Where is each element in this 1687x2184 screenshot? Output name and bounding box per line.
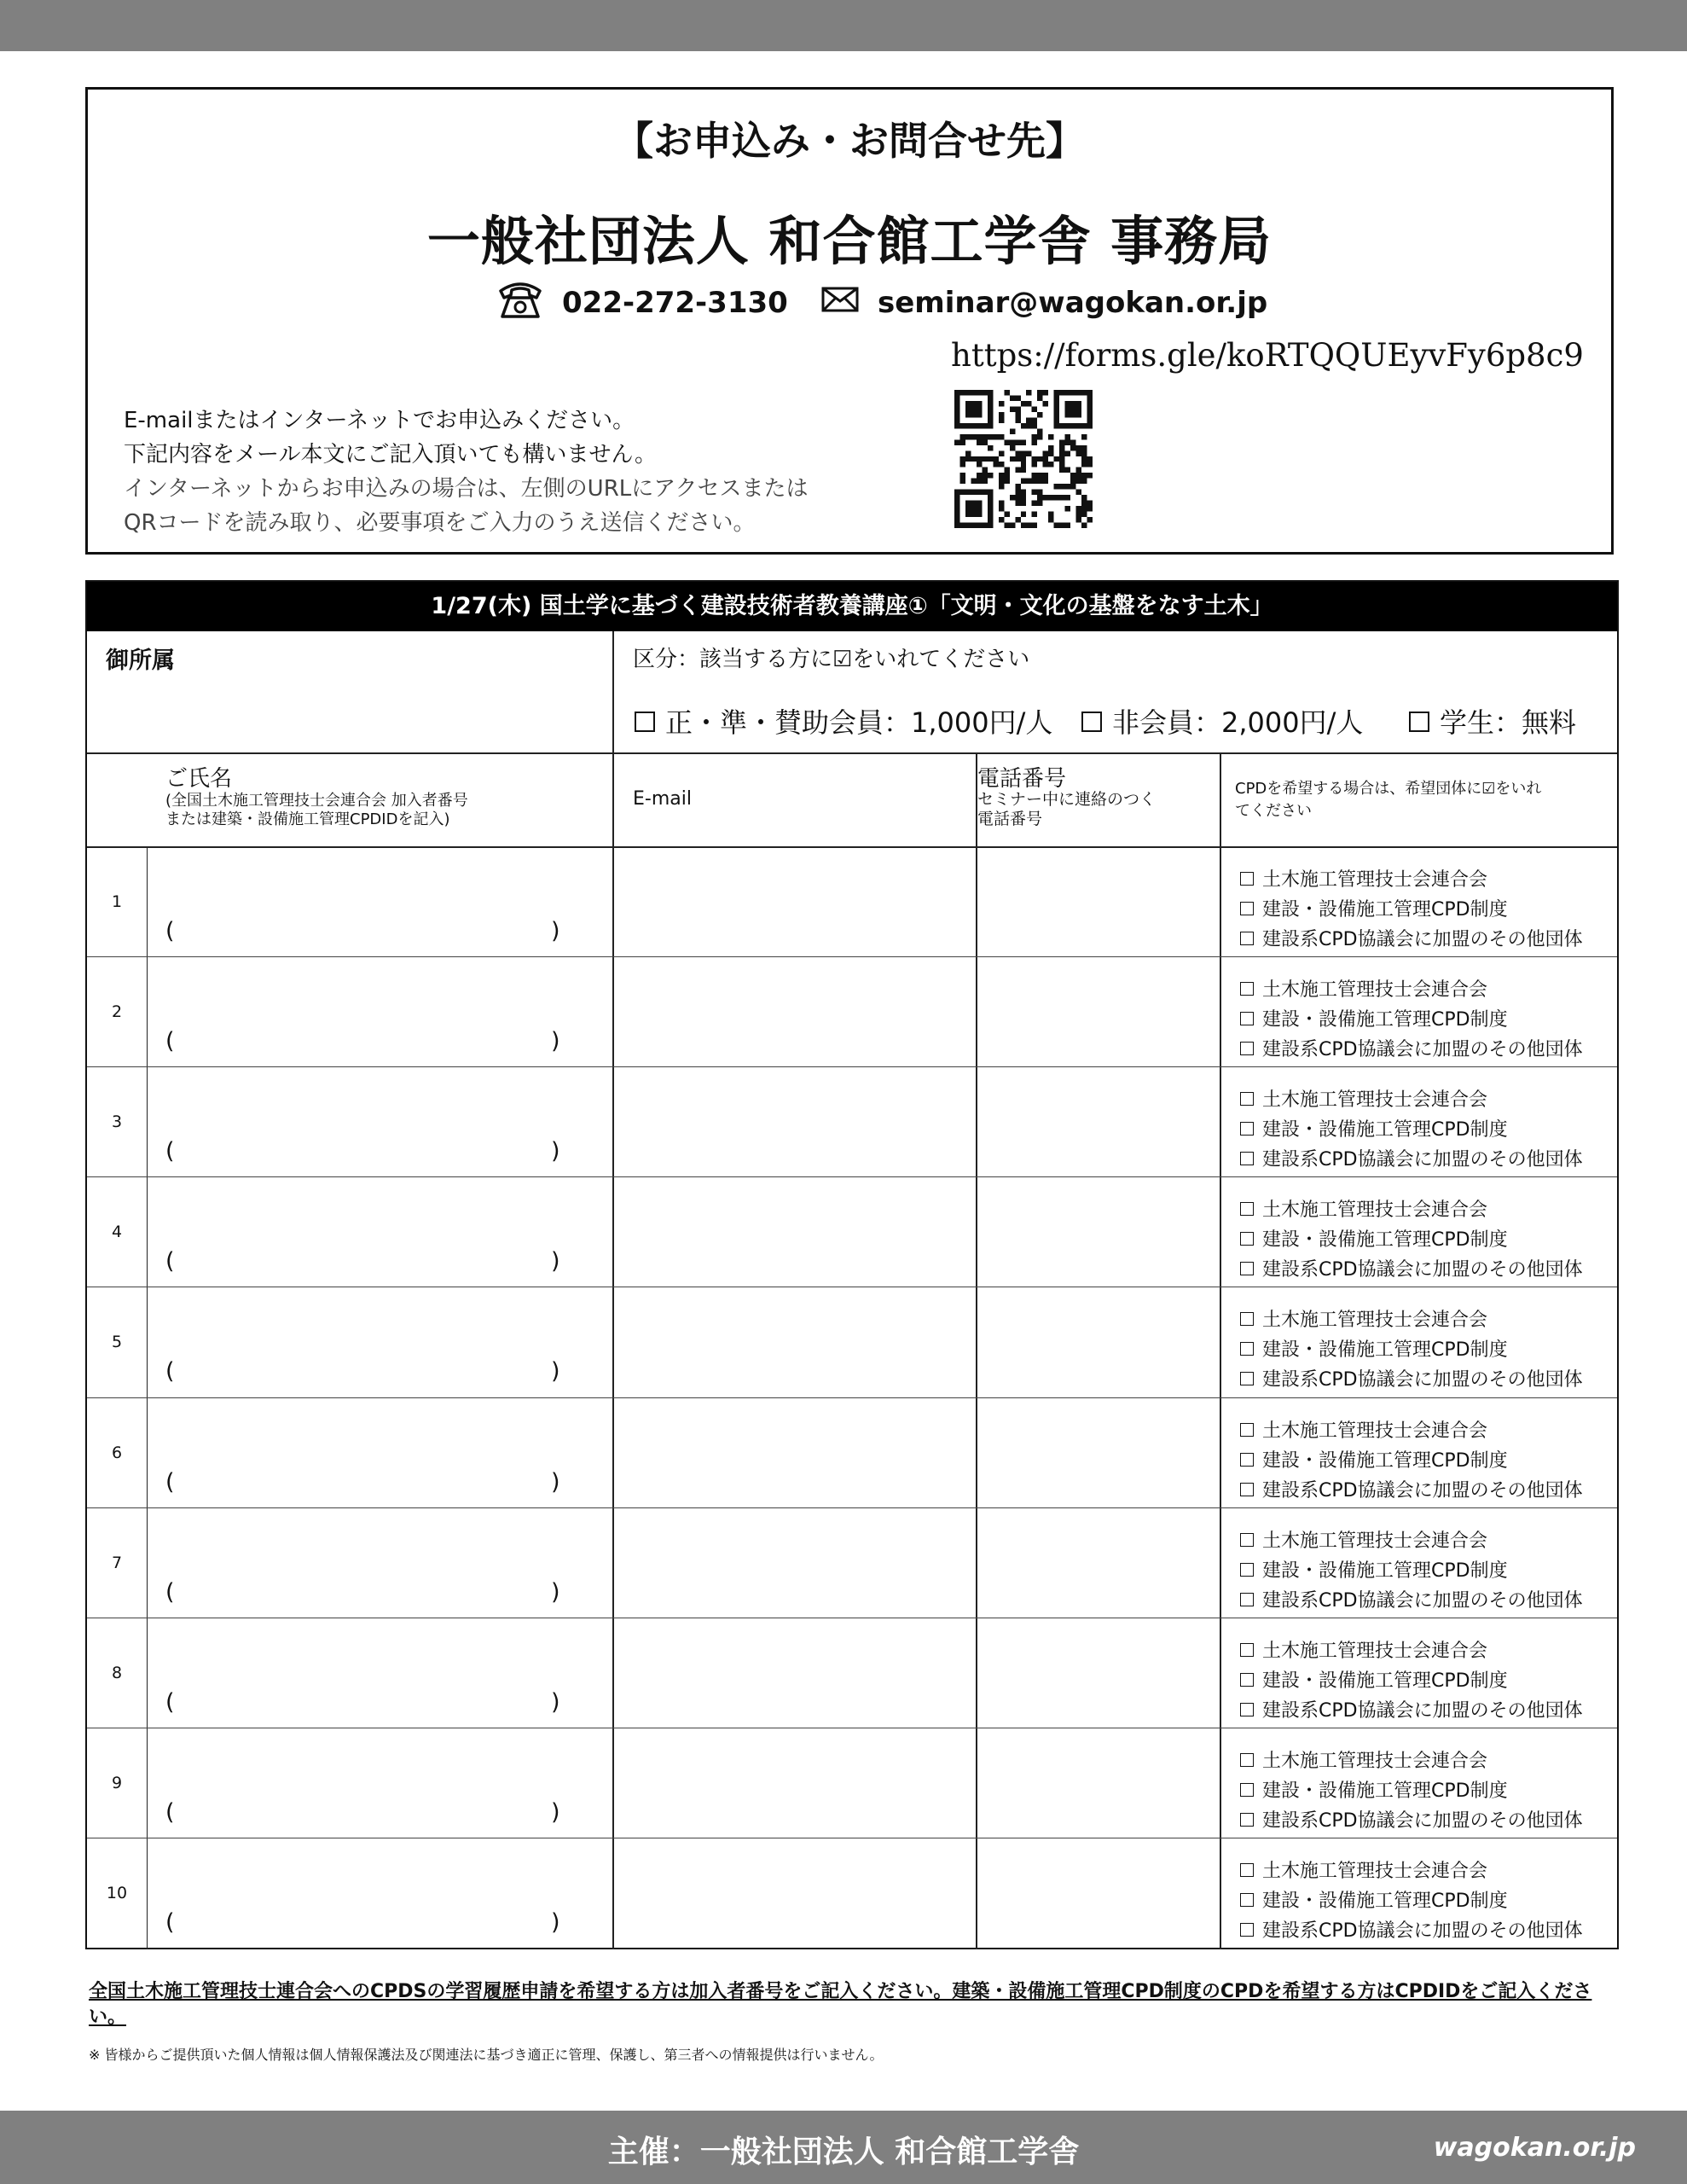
cpd-option-label: 土木施工管理技士会連合会 xyxy=(1262,979,1488,1002)
cpd-option-checkbox[interactable] xyxy=(1240,1145,1583,1171)
paren-close: ) xyxy=(551,1028,560,1055)
checkbox-icon[interactable] xyxy=(1240,1152,1254,1165)
contact-box xyxy=(85,87,1614,555)
paren-close: ) xyxy=(551,1688,560,1716)
paren-close: ) xyxy=(551,1798,560,1826)
name-header-sub: (全国土木施工管理技士会連合会 加入者番号 xyxy=(165,792,468,810)
cpd-option-label: 建設・設備施工管理CPD制度 xyxy=(1262,1890,1508,1912)
note-line: インターネットからお申込みの場合は、左側のURLにアクセスまたは xyxy=(124,476,809,502)
organization-name: 一般社団法人 和合館工学舎 事務局 xyxy=(426,210,1272,272)
checkbox-icon[interactable] xyxy=(1240,1643,1254,1657)
cpd-option-label: 建設系CPD協議会に加盟のその他団体 xyxy=(1262,1039,1583,1061)
email-line xyxy=(821,279,1267,327)
divider xyxy=(1220,752,1221,1949)
website-link[interactable]: wagokan.or.jp xyxy=(1433,2133,1636,2163)
paren-close: ) xyxy=(551,918,560,944)
row-number: 8 xyxy=(111,1663,123,1682)
organizer-label: 主催：一般社団法人 和合館工学舎 xyxy=(607,2135,1080,2169)
envelope-icon xyxy=(821,286,859,320)
registration-form xyxy=(85,580,1619,1949)
divider xyxy=(87,846,1617,848)
paren-open: ( xyxy=(165,1358,175,1385)
checkbox-icon[interactable] xyxy=(1240,1423,1254,1437)
paren-open: ( xyxy=(165,1578,175,1606)
paren-close: ) xyxy=(551,1578,560,1606)
contact-title: 【お申込み・お問合せ先】 xyxy=(614,118,1085,164)
cpd-option-checkbox[interactable] xyxy=(1240,1916,1583,1943)
checkbox-icon[interactable] xyxy=(1240,1923,1254,1937)
privacy-note: ※ 皆様からご提供頂いた個人情報は個人情報保護法及び関連法に基づき適正に管理、保護し、第三者への情報提供は行いません。 xyxy=(89,2047,884,2063)
checkbox-icon[interactable] xyxy=(1240,1042,1254,1055)
checkbox-icon[interactable] xyxy=(1240,1262,1254,1275)
cpd-option-checkbox[interactable] xyxy=(1240,1035,1583,1061)
category-nonmember-checkbox[interactable] xyxy=(1081,701,1363,741)
checkbox-icon[interactable] xyxy=(1240,902,1254,915)
cpd-option-checkbox[interactable] xyxy=(1240,1365,1583,1391)
cpd-option-label: 建設系CPD協議会に加盟のその他団体 xyxy=(1262,1920,1583,1942)
checkbox-icon[interactable] xyxy=(1240,1563,1254,1577)
paren-open: ( xyxy=(165,918,175,944)
row-number: 2 xyxy=(111,1002,123,1022)
cpd-option-label: 土木施工管理技士会連合会 xyxy=(1262,1530,1488,1552)
checkbox-icon[interactable] xyxy=(1240,1813,1254,1827)
cpd-option-label: 建設・設備施工管理CPD制度 xyxy=(1262,1780,1508,1802)
qr-code-icon[interactable] xyxy=(954,390,1093,528)
checkbox-icon[interactable] xyxy=(1240,1673,1254,1687)
category-label: 区分：該当する方に☑をいれてください xyxy=(633,647,1030,672)
cpd-option-label: 土木施工管理技士会連合会 xyxy=(1262,1420,1488,1442)
paren-open: ( xyxy=(165,1138,175,1165)
cpd-option-checkbox[interactable] xyxy=(1240,1556,1508,1583)
row-number: 10 xyxy=(106,1883,128,1902)
category-student-checkbox[interactable] xyxy=(1409,701,1576,741)
footer-bar xyxy=(0,2111,1687,2184)
row-number: 6 xyxy=(111,1443,123,1462)
cpd-option-label: 土木施工管理技士会連合会 xyxy=(1262,1750,1488,1772)
row-divider xyxy=(87,956,1617,957)
cpd-option-label: 建設系CPD協議会に加盟のその他団体 xyxy=(1262,1369,1583,1391)
cpd-option-label: 建設・設備施工管理CPD制度 xyxy=(1262,1119,1508,1141)
cpd-option-checkbox[interactable] xyxy=(1240,1636,1487,1663)
cpd-option-label: 土木施工管理技士会連合会 xyxy=(1262,1089,1488,1112)
cpd-option-label: 建設・設備施工管理CPD制度 xyxy=(1262,1009,1508,1031)
paren-open: ( xyxy=(165,1688,175,1716)
name-header-label: ご氏名 xyxy=(165,766,233,792)
paren-open: ( xyxy=(165,1028,175,1055)
cpd-option-label: 土木施工管理技士会連合会 xyxy=(1262,1310,1488,1332)
cpd-option-label: 建設・設備施工管理CPD制度 xyxy=(1262,1449,1508,1472)
row-number: 4 xyxy=(111,1223,123,1242)
cpd-option-checkbox[interactable] xyxy=(1240,1476,1583,1502)
checkbox-icon[interactable] xyxy=(1240,1342,1254,1356)
row-divider xyxy=(87,1176,1617,1177)
divider xyxy=(976,752,977,1949)
cpds-note: 全国土木施工管理技士連合会へのCPDSの学習履歴申請を希望する方は加入者番号をご記入ください。建築・設備施工管理CPD制度のCPDを希望する方はCPDIDをご記入ください。 xyxy=(89,1981,1592,2028)
row-number: 5 xyxy=(111,1333,123,1352)
cpd-header-line: てください xyxy=(1235,802,1312,820)
cpd-option-checkbox[interactable] xyxy=(1240,1005,1508,1031)
paren-close: ) xyxy=(551,1138,560,1165)
cpd-option-checkbox[interactable] xyxy=(1240,1806,1583,1833)
paren-open: ( xyxy=(165,1248,175,1275)
cpd-option-label: 建設・設備施工管理CPD制度 xyxy=(1262,1670,1508,1692)
cpd-option-label: 建設系CPD協議会に加盟のその他団体 xyxy=(1262,929,1583,950)
cpd-option-checkbox[interactable] xyxy=(1240,1666,1508,1693)
cpd-option-label: 土木施工管理技士会連合会 xyxy=(1262,1199,1488,1222)
cpd-option-checkbox[interactable] xyxy=(1240,1305,1487,1332)
note-line: E-mailまたはインターネットでお申込みください。 xyxy=(124,408,635,433)
category-nonmember-label: 非会員：2,000円/人 xyxy=(1112,706,1364,739)
row-divider xyxy=(87,1066,1617,1067)
cpd-option-checkbox[interactable] xyxy=(1240,1696,1583,1722)
cpd-option-label: 建設系CPD協議会に加盟のその他団体 xyxy=(1262,1589,1583,1612)
cpd-option-label: 建設系CPD協議会に加盟のその他団体 xyxy=(1262,1479,1583,1502)
note-line: QRコードを読み取り、必要事項をご入力のうえ送信ください。 xyxy=(124,510,756,536)
phone-number: 022-272-3130 xyxy=(562,286,788,320)
checkbox-icon[interactable] xyxy=(1081,712,1102,732)
cpd-option-checkbox[interactable] xyxy=(1240,1195,1487,1222)
checkbox-icon[interactable] xyxy=(1409,712,1429,732)
category-student-label: 学生：無料 xyxy=(1440,706,1577,739)
checkbox-icon[interactable] xyxy=(1240,1533,1254,1547)
phone-header-sub: セミナー中に連絡のつく xyxy=(977,790,1157,809)
checkbox-icon[interactable] xyxy=(1240,1202,1254,1216)
checkbox-icon[interactable] xyxy=(1240,1012,1254,1025)
cpd-option-checkbox[interactable] xyxy=(1240,1115,1508,1141)
checkbox-icon[interactable] xyxy=(1240,1372,1254,1385)
category-member-checkbox[interactable] xyxy=(635,701,1052,741)
cpd-option-label: 建設系CPD協議会に加盟のその他団体 xyxy=(1262,1259,1583,1281)
cpd-option-label: 建設系CPD協議会に加盟のその他団体 xyxy=(1262,1149,1583,1171)
cpd-option-label: 建設系CPD協議会に加盟のその他団体 xyxy=(1262,1809,1583,1832)
cpd-option-label: 土木施工管理技士会連合会 xyxy=(1262,1640,1488,1662)
cpd-option-checkbox[interactable] xyxy=(1240,1886,1508,1913)
divider xyxy=(612,631,614,1949)
cpd-option-checkbox[interactable] xyxy=(1240,1416,1487,1443)
seminar-title: 1/27(木) 国土学に基づく建設技術者教養講座①「文明・文化の基盤をなす土木」 xyxy=(87,582,1617,631)
cpd-option-label: 建設・設備施工管理CPD制度 xyxy=(1262,1229,1508,1252)
cpd-option-label: 建設・設備施工管理CPD制度 xyxy=(1262,1560,1508,1582)
category-member-label: 正・準・賛助会員：1,000円/人 xyxy=(665,706,1053,739)
phone-column-header xyxy=(977,768,1156,829)
checkbox-icon[interactable] xyxy=(1240,1783,1254,1797)
paren-close: ) xyxy=(551,1908,560,1936)
checkbox-icon[interactable] xyxy=(1240,1893,1254,1907)
checkbox-icon[interactable] xyxy=(1240,1863,1254,1877)
phone-header-label: 電話番号 xyxy=(977,766,1067,792)
paren-open: ( xyxy=(165,1468,175,1496)
cpd-option-checkbox[interactable] xyxy=(1240,1085,1487,1112)
cpd-option-label: 建設・設備施工管理CPD制度 xyxy=(1262,1339,1508,1362)
cpd-option-label: 土木施工管理技士会連合会 xyxy=(1262,869,1488,891)
cpd-option-checkbox[interactable] xyxy=(1240,1446,1508,1472)
cpd-column-header xyxy=(1235,778,1541,822)
cpd-option-checkbox[interactable] xyxy=(1240,1856,1487,1883)
cpd-option-checkbox[interactable] xyxy=(1240,1746,1487,1773)
row-number: 3 xyxy=(111,1112,123,1132)
checkbox-icon[interactable] xyxy=(1240,1232,1254,1246)
checkbox-icon[interactable] xyxy=(635,712,655,732)
checkbox-icon[interactable] xyxy=(1240,1483,1254,1496)
phone-line xyxy=(497,279,788,327)
form-url[interactable]: https://forms.gle/koRTQQUEyvFy6p8c9 xyxy=(951,337,1584,374)
checkbox-icon[interactable] xyxy=(1240,1703,1254,1716)
email-address[interactable]: seminar@wagokan.or.jp xyxy=(878,286,1268,320)
row-divider xyxy=(87,1507,1617,1508)
paren-open: ( xyxy=(165,1908,175,1936)
cpd-option-checkbox[interactable] xyxy=(1240,1776,1508,1803)
phone-header-sub: 電話番号 xyxy=(977,810,1043,828)
cpd-option-checkbox[interactable] xyxy=(1240,1586,1583,1612)
cpd-option-checkbox[interactable] xyxy=(1240,925,1583,951)
cpd-option-checkbox[interactable] xyxy=(1240,975,1487,1002)
row-number: 7 xyxy=(111,1553,123,1572)
paren-close: ) xyxy=(551,1248,560,1275)
affiliation-label: 御所属 xyxy=(106,648,175,674)
checkbox-icon[interactable] xyxy=(1240,1312,1254,1326)
checkbox-icon[interactable] xyxy=(1240,872,1254,886)
cpd-option-label: 建設・設備施工管理CPD制度 xyxy=(1262,899,1508,921)
note-line: 下記内容をメール本文にご記入頂いても構いません。 xyxy=(124,442,658,468)
checkbox-icon[interactable] xyxy=(1240,932,1254,945)
cpd-option-checkbox[interactable] xyxy=(1240,895,1508,921)
cpd-option-checkbox[interactable] xyxy=(1240,1225,1508,1252)
name-column-header xyxy=(165,768,468,829)
row-number: 9 xyxy=(111,1773,123,1792)
name-header-sub: または建築・設備施工管理CPDIDを記入) xyxy=(165,810,450,828)
row-number: 1 xyxy=(111,892,123,911)
checkbox-icon[interactable] xyxy=(1240,1092,1254,1106)
paren-open: ( xyxy=(165,1798,175,1826)
cpd-option-label: 建設系CPD協議会に加盟のその他団体 xyxy=(1262,1699,1583,1722)
paren-close: ) xyxy=(551,1468,560,1496)
divider xyxy=(87,752,1617,754)
cpd-header-line: CPDを希望する場合は、希望団体に☑をいれ xyxy=(1235,780,1542,798)
paren-close: ) xyxy=(551,1358,560,1385)
cpd-option-checkbox[interactable] xyxy=(1240,865,1487,892)
checkbox-icon[interactable] xyxy=(1240,1122,1254,1136)
checkbox-icon[interactable] xyxy=(1240,982,1254,996)
checkbox-icon[interactable] xyxy=(1240,1593,1254,1606)
telephone-icon xyxy=(497,279,543,328)
top-bar xyxy=(0,0,1687,51)
email-column-header: E-mail xyxy=(633,788,692,810)
checkbox-icon[interactable] xyxy=(1240,1453,1254,1467)
cpd-option-checkbox[interactable] xyxy=(1240,1526,1487,1553)
cpd-option-label: 土木施工管理技士会連合会 xyxy=(1262,1860,1488,1882)
cpd-option-checkbox[interactable] xyxy=(1240,1255,1583,1281)
contact-notes xyxy=(124,404,808,540)
cpd-option-checkbox[interactable] xyxy=(1240,1335,1508,1362)
checkbox-icon[interactable] xyxy=(1240,1753,1254,1767)
row-divider xyxy=(87,1397,1617,1398)
